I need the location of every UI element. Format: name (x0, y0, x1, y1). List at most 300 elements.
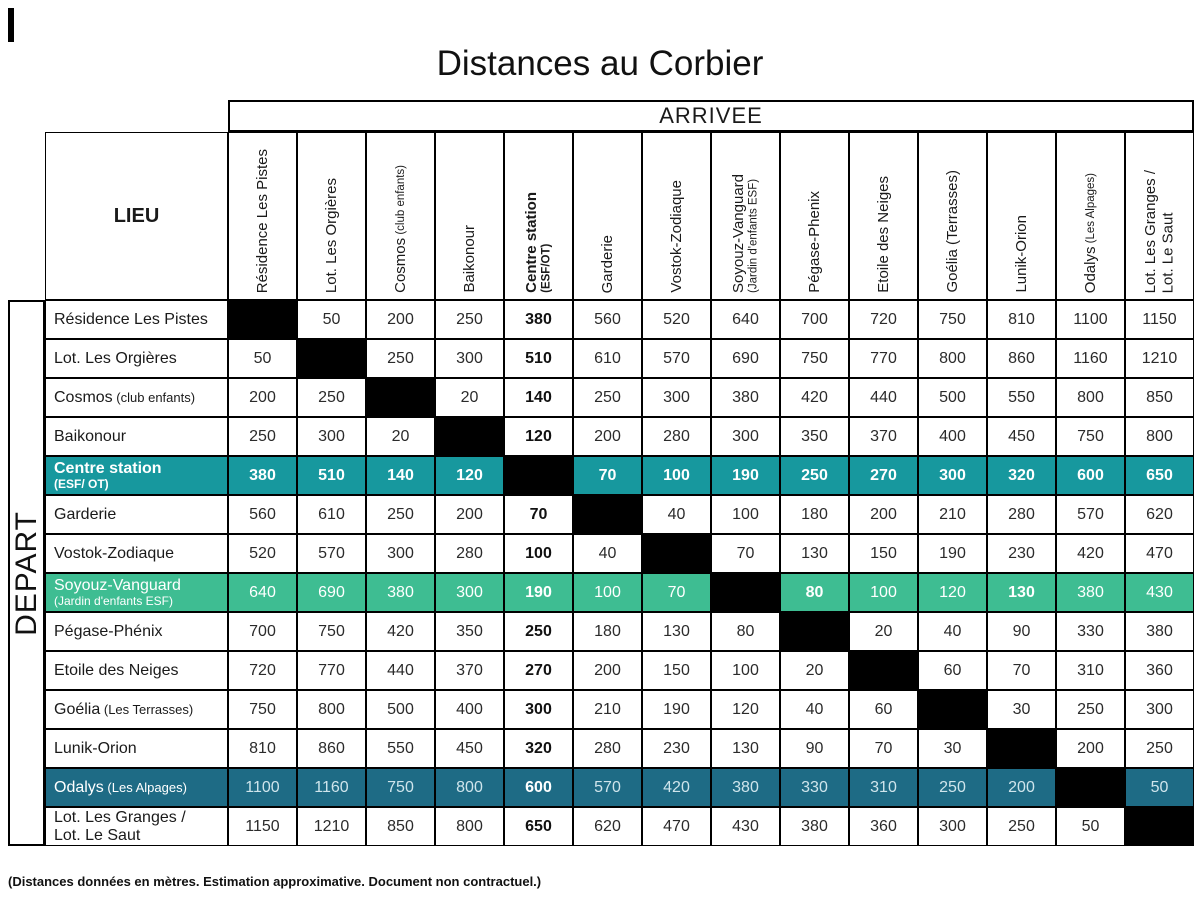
column-header (228, 132, 297, 300)
row-label (45, 495, 228, 534)
label-text: Cosmos (391, 237, 409, 293)
label-line (461, 225, 479, 293)
distance-cell: 270 (504, 651, 573, 690)
row-label (45, 690, 228, 729)
distance-cell: 380 (1125, 612, 1194, 651)
distance-cell: 100 (849, 573, 918, 612)
distance-cell: 450 (987, 417, 1056, 456)
label-line (748, 174, 762, 293)
distance-cell: 20 (366, 417, 435, 456)
page-title: Distances au Corbier (436, 44, 764, 83)
distance-cell: 300 (1125, 690, 1194, 729)
distance-cell: 640 (711, 300, 780, 339)
distance-cell: 300 (642, 378, 711, 417)
distance-cell: 350 (780, 417, 849, 456)
distance-cell: 420 (1056, 534, 1125, 573)
distance-cell: 60 (849, 690, 918, 729)
label-line (730, 174, 748, 293)
label-line (668, 180, 686, 293)
distance-cell: 520 (642, 300, 711, 339)
distance-cell: 90 (780, 729, 849, 768)
distance-cell: 50 (297, 300, 366, 339)
row-label (45, 417, 228, 456)
distance-cell: 750 (228, 690, 297, 729)
diagonal-cell (366, 378, 435, 417)
distance-cell: 360 (849, 807, 918, 846)
distance-cell: 250 (435, 300, 504, 339)
distance-cell: 450 (435, 729, 504, 768)
distance-cell: 380 (1056, 573, 1125, 612)
label-text: (ESF/OT) (540, 243, 553, 293)
distance-cell: 430 (711, 807, 780, 846)
distance-cell: 250 (780, 456, 849, 495)
column-header-text (392, 165, 410, 293)
distance-cell: 250 (366, 495, 435, 534)
distance-cell: 210 (573, 690, 642, 729)
distance-cell: 50 (228, 339, 297, 378)
label-line (392, 165, 410, 293)
column-header-text (461, 225, 479, 293)
row-label (45, 300, 228, 339)
distance-cell: 270 (849, 456, 918, 495)
distance-cell: 20 (435, 378, 504, 417)
label-text: (Jardin d'enfants ESF) (54, 593, 174, 608)
diagonal-cell (504, 456, 573, 495)
distance-cell: 700 (228, 612, 297, 651)
distance-cell: 210 (918, 495, 987, 534)
distance-cell: 570 (297, 534, 366, 573)
label-text: Garderie (598, 234, 616, 293)
distance-cell: 380 (711, 768, 780, 807)
distance-matrix (45, 100, 1194, 846)
label-text: Etoile des Neiges (54, 661, 179, 679)
distance-cell: 640 (228, 573, 297, 612)
distance-cell: 80 (711, 612, 780, 651)
distance-cell: 190 (504, 573, 573, 612)
distance-cell: 300 (504, 690, 573, 729)
row-label (45, 378, 228, 417)
label-text: Lunik-Orion (1012, 215, 1030, 293)
distance-cell: 310 (1056, 651, 1125, 690)
label-line (1082, 173, 1100, 293)
distance-cell: 560 (228, 495, 297, 534)
label-text: Lunik-Orion (54, 739, 137, 757)
distance-cell: 100 (642, 456, 711, 495)
column-header (918, 132, 987, 300)
column-header-text (254, 149, 272, 293)
distance-cell: 850 (1125, 378, 1194, 417)
label-line (1013, 215, 1031, 293)
label-text: Odalys (54, 778, 104, 796)
label-text: Lot. Les Orgières (54, 349, 177, 367)
column-header (435, 132, 504, 300)
distance-cell: 300 (435, 573, 504, 612)
distance-cell: 200 (573, 651, 642, 690)
distance-cell: 200 (573, 417, 642, 456)
diagonal-cell (297, 339, 366, 378)
distance-cell: 690 (297, 573, 366, 612)
distance-cell: 1210 (297, 807, 366, 846)
label-text: Résidence Les Pistes (54, 310, 208, 328)
row-label (45, 768, 228, 807)
label-text: Lot. Les Orgières (322, 177, 340, 293)
distance-cell: 200 (849, 495, 918, 534)
label-text: Goélia (54, 700, 101, 718)
label-line (54, 662, 227, 679)
distance-cell: 620 (1125, 495, 1194, 534)
distance-cell: 440 (366, 651, 435, 690)
label-text: Baikonour (460, 225, 478, 293)
distance-cell: 570 (642, 339, 711, 378)
distance-cell: 800 (435, 807, 504, 846)
distance-cell: 30 (987, 690, 1056, 729)
distance-cell: 470 (1125, 534, 1194, 573)
distance-cell: 200 (1056, 729, 1125, 768)
label-line (54, 577, 227, 594)
distance-cell: 70 (987, 651, 1056, 690)
row-label (45, 456, 228, 495)
distance-cell: 750 (918, 300, 987, 339)
diagonal-cell (435, 417, 504, 456)
label-text: Centre station (54, 460, 162, 478)
distance-cell: 70 (504, 495, 573, 534)
column-header (642, 132, 711, 300)
distance-cell: 600 (1056, 456, 1125, 495)
label-text: Odalys (1081, 246, 1099, 293)
distance-cell: 380 (504, 300, 573, 339)
distance-cell: 70 (711, 534, 780, 573)
distance-cell: 130 (711, 729, 780, 768)
diagonal-cell (228, 300, 297, 339)
distance-cell: 430 (1125, 573, 1194, 612)
diagonal-cell (780, 612, 849, 651)
distance-cell: 810 (228, 729, 297, 768)
label-text: Goélia (Terrasses) (943, 170, 961, 293)
label-line (54, 389, 227, 406)
diagonal-cell (849, 651, 918, 690)
distance-cell: 690 (711, 339, 780, 378)
distance-cell: 50 (1056, 807, 1125, 846)
distance-cell: 250 (918, 768, 987, 807)
distance-cell: 1150 (1125, 300, 1194, 339)
distance-cell: 30 (918, 729, 987, 768)
scan-artifact (8, 8, 14, 42)
distance-cell: 500 (918, 378, 987, 417)
distance-cell: 300 (297, 417, 366, 456)
label-line (54, 506, 227, 523)
distance-cell: 180 (780, 495, 849, 534)
label-text: Pégase-Phénix (54, 622, 163, 640)
distance-cell: 80 (780, 573, 849, 612)
distance-cell: 300 (435, 339, 504, 378)
distance-cell: 750 (1056, 417, 1125, 456)
distance-cell: 800 (1056, 378, 1125, 417)
column-header-text (1013, 215, 1031, 293)
distance-cell: 200 (228, 378, 297, 417)
label-line (944, 170, 962, 293)
distance-cell: 120 (435, 456, 504, 495)
distance-cell: 750 (780, 339, 849, 378)
distance-cell: 550 (366, 729, 435, 768)
row-label (45, 339, 228, 378)
label-paren: (Les Alpages) (1084, 172, 1097, 247)
label-line (599, 235, 617, 293)
distance-cell: 130 (987, 573, 1056, 612)
footer-note: (Distances données en mètres. Estimation approximative. Document non contractuel.) (8, 874, 542, 889)
column-header (711, 132, 780, 300)
distance-cell: 650 (1125, 456, 1194, 495)
row-label (45, 573, 228, 612)
distance-cell: 400 (435, 690, 504, 729)
diagonal-cell (1125, 807, 1194, 846)
label-text: (ESF/ OT) (54, 476, 109, 491)
lieu-header: LIEU (45, 132, 228, 300)
distance-cell: 20 (780, 651, 849, 690)
distance-cell: 860 (987, 339, 1056, 378)
depart-axis-label: DEPART (9, 510, 43, 636)
distance-cell: 200 (366, 300, 435, 339)
column-header (1125, 132, 1194, 300)
distance-cell: 320 (504, 729, 573, 768)
distance-cell: 370 (849, 417, 918, 456)
label-paren: (Les Alpages) (103, 779, 187, 795)
distance-cell: 650 (504, 807, 573, 846)
label-text: Baikonour (54, 427, 127, 445)
distance-cell: 470 (642, 807, 711, 846)
label-line (54, 428, 227, 445)
distance-cell: 600 (504, 768, 573, 807)
distance-cell: 610 (297, 495, 366, 534)
distance-cell: 300 (366, 534, 435, 573)
distance-cell: 620 (573, 807, 642, 846)
distance-cell: 350 (435, 612, 504, 651)
distance-cell: 380 (228, 456, 297, 495)
column-header (366, 132, 435, 300)
label-line (254, 149, 272, 293)
distance-cell: 300 (918, 456, 987, 495)
distance-cell: 750 (366, 768, 435, 807)
distance-cell: 550 (987, 378, 1056, 417)
distance-cell: 750 (297, 612, 366, 651)
label-line (54, 595, 227, 608)
distance-cell: 70 (573, 456, 642, 495)
distance-cell: 280 (642, 417, 711, 456)
distance-cell: 280 (573, 729, 642, 768)
distance-cell: 800 (435, 768, 504, 807)
distance-cell: 190 (711, 456, 780, 495)
distance-cell: 20 (849, 612, 918, 651)
distance-cell: 120 (504, 417, 573, 456)
label-text: Lot. Le Saut (54, 826, 141, 844)
distance-cell: 50 (1125, 768, 1194, 807)
label-line (54, 545, 227, 562)
column-header (297, 132, 366, 300)
distance-cell: 610 (573, 339, 642, 378)
label-line (1142, 170, 1160, 293)
distance-cell: 400 (918, 417, 987, 456)
distance-cell: 300 (711, 417, 780, 456)
diagonal-cell (918, 690, 987, 729)
label-text: Pégase-Phenix (805, 191, 823, 293)
label-line (54, 740, 227, 757)
distance-cell: 570 (1056, 495, 1125, 534)
distance-cell: 810 (987, 300, 1056, 339)
column-header-text (944, 170, 962, 293)
label-paren: (club enfants) (112, 389, 196, 405)
distance-cell: 180 (573, 612, 642, 651)
column-header-text (523, 192, 554, 293)
distance-cell: 770 (297, 651, 366, 690)
column-header (504, 132, 573, 300)
distance-cell: 250 (228, 417, 297, 456)
distance-cell: 150 (849, 534, 918, 573)
distance-cell: 70 (642, 573, 711, 612)
label-text: Lot. Le Saut (1159, 212, 1177, 293)
distance-cell: 300 (918, 807, 987, 846)
distance-cell: 420 (642, 768, 711, 807)
distance-cell: 850 (366, 807, 435, 846)
distance-cell: 190 (918, 534, 987, 573)
label-line (54, 701, 227, 718)
distance-cell: 380 (780, 807, 849, 846)
label-line (54, 350, 227, 367)
label-line (54, 779, 227, 796)
column-header-text (668, 180, 686, 293)
corner-blank (45, 100, 228, 132)
label-line (323, 178, 341, 293)
distance-cell: 420 (366, 612, 435, 651)
distance-cell: 800 (297, 690, 366, 729)
distance-cell: 190 (642, 690, 711, 729)
column-header (849, 132, 918, 300)
distance-cell: 720 (849, 300, 918, 339)
label-text: Etoile des Neiges (874, 176, 892, 293)
distance-cell: 420 (780, 378, 849, 417)
label-text: Vostok-Zodiaque (667, 180, 685, 293)
distance-cell: 360 (1125, 651, 1194, 690)
diagonal-cell (1056, 768, 1125, 807)
distance-cell: 200 (435, 495, 504, 534)
distance-cell: 280 (987, 495, 1056, 534)
distance-cell: 250 (366, 339, 435, 378)
distance-cell: 1100 (1056, 300, 1125, 339)
column-header-text (1082, 173, 1100, 293)
distance-cell: 250 (297, 378, 366, 417)
distance-cell: 860 (297, 729, 366, 768)
distance-cell: 700 (780, 300, 849, 339)
distance-cell: 250 (1125, 729, 1194, 768)
distance-cell: 60 (918, 651, 987, 690)
label-text: (Jardin d'enfants ESF) (747, 178, 760, 293)
distance-cell: 150 (642, 651, 711, 690)
distance-cell: 800 (918, 339, 987, 378)
distance-cell: 250 (504, 612, 573, 651)
label-text: Garderie (54, 505, 117, 523)
label-text: Soyouz-Vanguard (54, 577, 181, 595)
distance-cell: 330 (780, 768, 849, 807)
distance-cell: 1100 (228, 768, 297, 807)
distance-cell: 200 (987, 768, 1056, 807)
label-text: Résidence Les Pistes (253, 148, 271, 293)
distance-cell: 510 (297, 456, 366, 495)
label-line (875, 176, 893, 293)
distance-cell: 770 (849, 339, 918, 378)
distance-cell: 310 (849, 768, 918, 807)
distance-cell: 120 (711, 690, 780, 729)
distance-cell: 70 (849, 729, 918, 768)
distance-cell: 230 (987, 534, 1056, 573)
column-header (780, 132, 849, 300)
distance-cell: 250 (1056, 690, 1125, 729)
label-line (54, 809, 227, 826)
diagonal-cell (642, 534, 711, 573)
label-line (54, 827, 227, 844)
arrivee-header: ARRIVEE (228, 100, 1194, 132)
label-line (54, 311, 227, 328)
label-paren: (club enfants) (394, 165, 407, 238)
label-text: Soyouz-Vanguard (729, 174, 747, 293)
distance-cell: 120 (918, 573, 987, 612)
column-header (1056, 132, 1125, 300)
column-header-text (730, 174, 761, 293)
distance-cell: 140 (504, 378, 573, 417)
distance-cell: 1160 (1056, 339, 1125, 378)
distance-cell: 1160 (297, 768, 366, 807)
column-header-text (599, 235, 617, 293)
distance-cell: 250 (987, 807, 1056, 846)
distance-cell: 100 (711, 495, 780, 534)
diagonal-cell (573, 495, 642, 534)
distance-cell: 520 (228, 534, 297, 573)
label-text: Centre station (522, 192, 540, 293)
distance-cell: 100 (711, 651, 780, 690)
column-header-text (806, 191, 824, 293)
label-text: Lot. Les Granges / (54, 809, 186, 827)
distance-cell: 130 (780, 534, 849, 573)
distance-cell: 230 (642, 729, 711, 768)
column-header (987, 132, 1056, 300)
distance-cell: 720 (228, 651, 297, 690)
distance-cell: 380 (711, 378, 780, 417)
column-header-text (323, 178, 341, 293)
distance-cell: 250 (573, 378, 642, 417)
label-text: Cosmos (54, 388, 113, 406)
distance-cell: 130 (642, 612, 711, 651)
distance-cell: 560 (573, 300, 642, 339)
distance-cell: 40 (573, 534, 642, 573)
distance-cell: 280 (435, 534, 504, 573)
distance-cell: 100 (504, 534, 573, 573)
distance-cell: 40 (918, 612, 987, 651)
row-label (45, 807, 228, 846)
label-line (523, 192, 541, 293)
label-line (54, 478, 227, 491)
row-label (45, 729, 228, 768)
row-label (45, 612, 228, 651)
distance-cell: 90 (987, 612, 1056, 651)
label-line (541, 192, 555, 293)
distance-cell: 330 (1056, 612, 1125, 651)
distance-cell: 1150 (228, 807, 297, 846)
distance-cell: 440 (849, 378, 918, 417)
label-paren: (Les Terrasses) (100, 701, 194, 717)
distance-cell: 40 (642, 495, 711, 534)
diagonal-cell (987, 729, 1056, 768)
label-line (1160, 170, 1178, 293)
depart-axis-box (8, 300, 45, 846)
distance-cell: 140 (366, 456, 435, 495)
row-label (45, 534, 228, 573)
